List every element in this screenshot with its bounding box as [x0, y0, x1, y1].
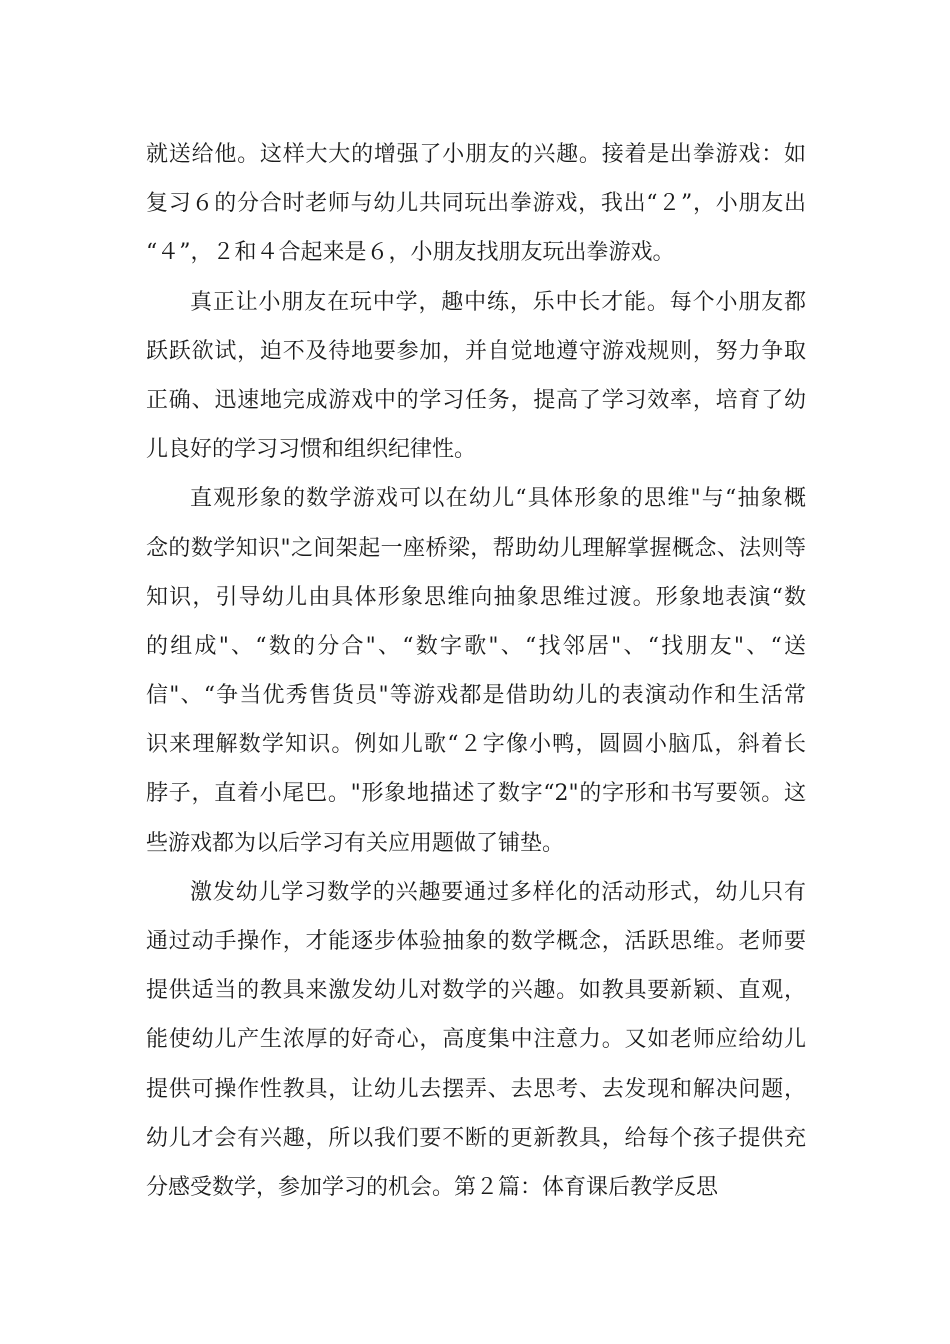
paragraph-3-line-4: 的组成"、“数的分合"、“数字歌"、“找邻居"、“找朋友"、“送: [146, 633, 806, 659]
paragraph-3-line-1: 直观形象的数学游戏可以在幼儿“具体形象的思维"与“抽象概: [190, 486, 806, 512]
paragraph-4-line-5: 提供可操作性教具，让幼儿去摆弄、去思考、去发现和解决问题，: [146, 1076, 806, 1102]
paragraph-3-line-6: 识来理解数学知识。例如儿歌“２字像小鸭，圆圆小脑瓜，斜着长: [146, 732, 806, 758]
paragraph-1-line-1: 就送给他。这样大大的增强了小朋友的兴趣。接着是出拳游戏：如: [146, 142, 806, 167]
paragraph-3-line-5: 信"、“争当优秀售货员"等游戏都是借助幼儿的表演动作和生活常: [146, 683, 806, 709]
paragraph-1-line-2: 复习６的分合时老师与幼儿共同玩出拳游戏，我出“２”，小朋友出: [146, 191, 806, 217]
paragraph-3-line-7: 脖子，直着小尾巴。"形象地描述了数字“2"的字形和书写要领。这: [146, 781, 806, 807]
paragraph-2-line-4: 儿良好的学习习惯和组织纪律性。: [146, 437, 477, 463]
paragraph-4-line-2: 通过动手操作，才能逐步体验抽象的数学概念，活跃思维。老师要: [146, 929, 806, 954]
paragraph-4-line-7: 分感受数学，参加学习的机会。第２篇：体育课后教学反思: [146, 1174, 719, 1200]
paragraph-1-line-3: “４”，２和４合起来是６，小朋友找朋友玩出拳游戏。: [146, 240, 675, 266]
paragraph-2-line-3: 正确、迅速地完成游戏中的学习任务，提高了学习效率，培育了幼: [146, 387, 806, 413]
document-body: [146, 130, 806, 1212]
paragraph-3-line-2: 念的数学知识"之间架起一座桥梁，帮助幼儿理解掌握概念、法则等: [146, 535, 806, 561]
paragraph-4-line-4: 能使幼儿产生浓厚的好奇心，高度集中注意力。又如老师应给幼儿: [146, 1027, 806, 1053]
paragraph-4-line-1: 激发幼儿学习数学的兴趣要通过多样化的活动形式，幼儿只有: [190, 879, 806, 905]
paragraph-2-line-1: 真正让小朋友在玩中学，趣中练，乐中长才能。每个小朋友都: [190, 289, 806, 315]
paragraph-3-line-8: 些游戏都为以后学习有关应用题做了铺垫。: [146, 830, 565, 856]
paragraph-2-line-2: 跃跃欲试，迫不及待地要参加，并自觉地遵守游戏规则，努力争取: [146, 338, 806, 364]
paragraph-4-line-3: 提供适当的教具来激发幼儿对数学的兴趣。如教具要新颖、直观，: [146, 978, 806, 1004]
paragraph-3-line-3: 知识，引导幼儿由具体形象思维向抽象思维过渡。形象地表演“数: [146, 584, 806, 610]
paragraph-4-line-6: 幼儿才会有兴趣，所以我们要不断的更新教具，给每个孩子提供充: [146, 1125, 806, 1151]
